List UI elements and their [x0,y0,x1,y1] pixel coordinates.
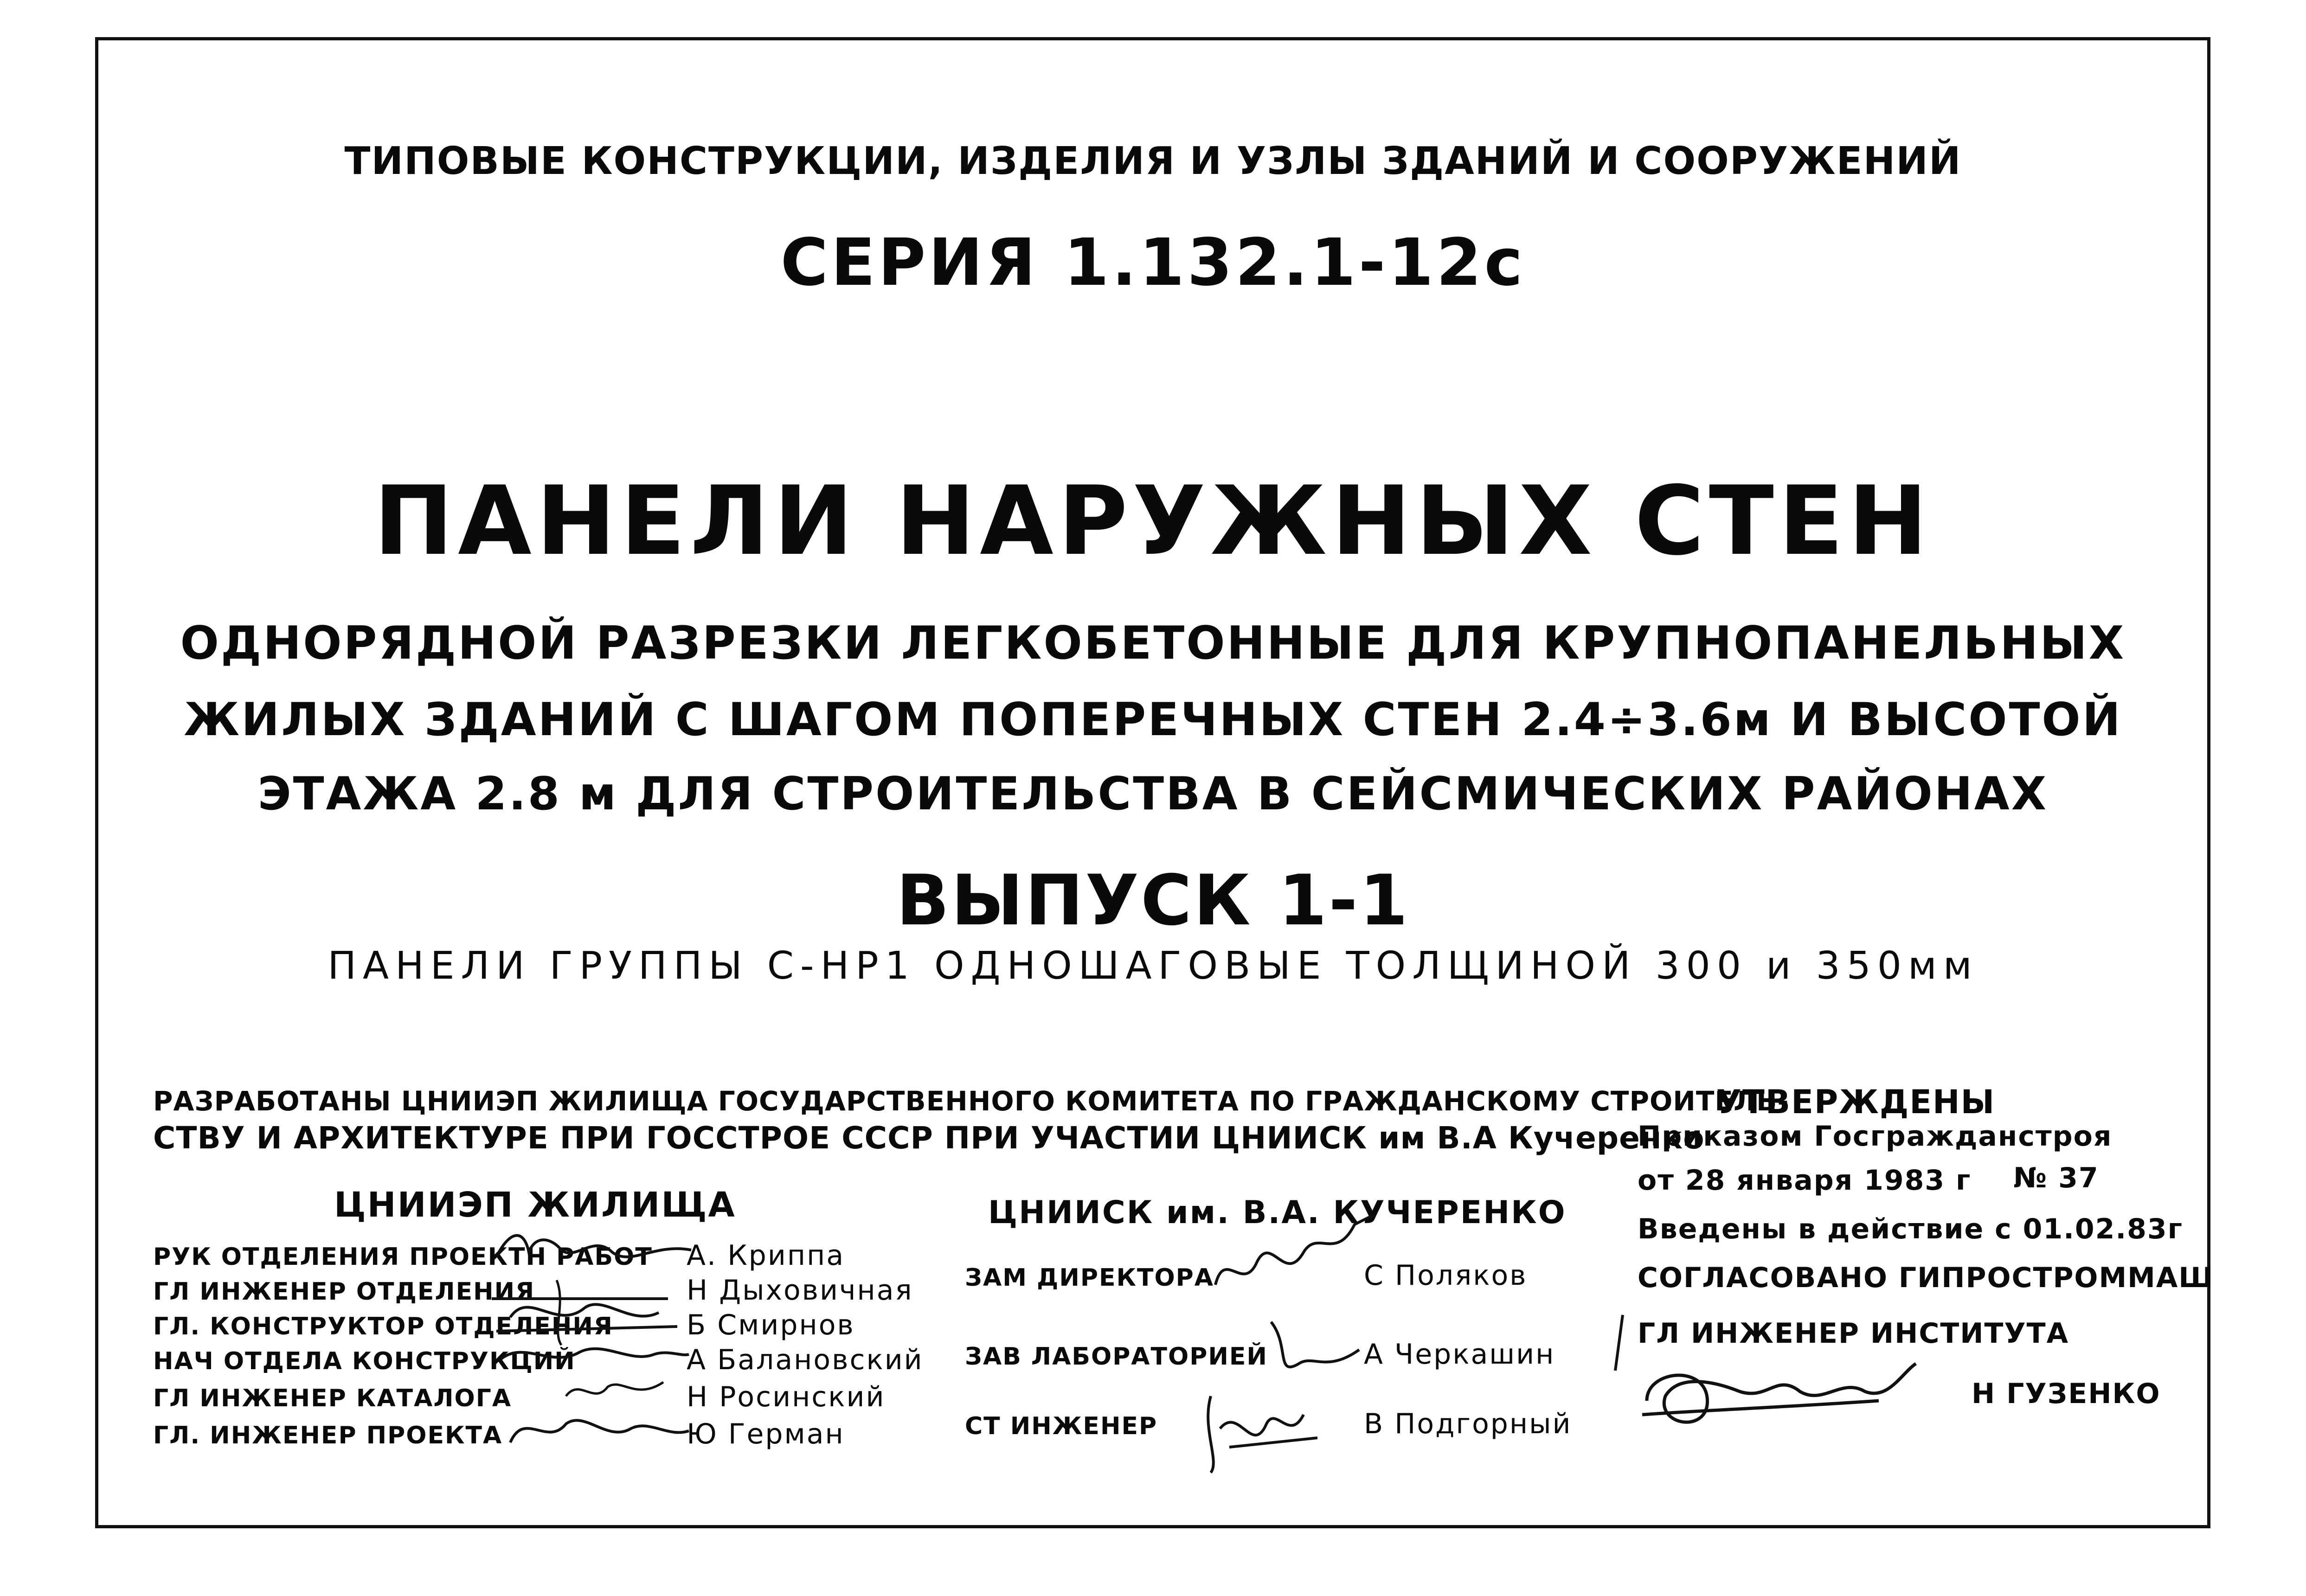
subtitle-line-1: ОДНОРЯДНОЙ РАЗРЕЗКИ ЛЕГКОБЕТОННЫЕ ДЛЯ КРУПНОПАНЕЛЬНЫХ [180,617,2126,670]
org2-person: В Подгорный [1364,1408,1572,1440]
signature-rosinsky [561,1368,668,1410]
signature-cherkashin [1262,1313,1368,1387]
signature-balanovsky [496,1336,691,1373]
approval-title: УТВЕРЖДЕНЫ [1716,1083,1996,1121]
org2-person: А Черкашин [1364,1338,1555,1371]
issue-label: ВЫПУСК 1-1 [896,860,1410,941]
signature-german [506,1405,691,1452]
developer-line-1: РАЗРАБОТАНЫ ЦНИИЭП ЖИЛИЩА ГОСУДАРСТВЕННОГО КОМИТЕТА ПО ГРАЖДАНСКОМУ СТРОИТЕЛЬ- [153,1085,1789,1117]
signature-podgorny [1183,1387,1322,1475]
org1-role: РУК ОТДЕЛЕНИЯ ПРОЕКТН РАБОТ [153,1243,653,1271]
signature-guzenko [1638,1354,1934,1438]
org1-person: А. Криппа [687,1239,845,1272]
subtitle-line-2: ЖИЛЫХ ЗДАНИЙ С ШАГОМ ПОПЕРЕЧНЫХ СТЕН 2.4÷3.6м И ВЫСОТОЙ [184,693,2122,746]
approval-number: № 37 [2013,1162,2099,1194]
org1-person: Н Дыховичная [687,1274,913,1307]
developer-line-2: СТВУ И АРХИТЕКТУРЕ ПРИ ГОССТРОЕ СССР ПРИ УЧАСТИИ ЦНИИСК им В.А Кучеренко [153,1120,1705,1156]
org1-person: Б Смирнов [687,1309,855,1341]
approval-agreed: СОГЛАСОВАНО ГИПРОСТРОММАШ [1638,1262,2214,1294]
series-code: СЕРИЯ 1.132.1-12с [780,225,1526,301]
approval-engineer-name: Н ГУЗЕНКО [1972,1378,2161,1410]
org1-role: НАЧ ОТДЕЛА КОНСТРУКЦИЙ [153,1347,576,1375]
approval-engineer-role: ГЛ ИНЖЕНЕР ИНСТИТУТА [1638,1317,2069,1350]
org2-person: С Поляков [1364,1259,1528,1292]
subtitle-line-3: ЭТАЖА 2.8 м ДЛЯ СТРОИТЕЛЬСТВА В СЕЙСМИЧЕСКИХ РАЙОНАХ [257,768,2049,820]
approval-effective: Введены в действие с 01.02.83г [1638,1213,2184,1245]
approval-date: от 28 января 1983 г [1638,1164,1972,1197]
org2-role: СТ ИНЖЕНЕР [965,1412,1158,1440]
org1-role: ГЛ. ИНЖЕНЕР ПРОЕКТА [153,1422,503,1449]
signature-polyakov [1206,1206,1382,1299]
org2-name: ЦНИИСК им. В.А. КУЧЕРЕНКО [988,1194,1567,1231]
org1-person: А Балановский [687,1344,924,1376]
org1-name: ЦНИИЭП ЖИЛИЩА [334,1185,736,1225]
org1-person: Н Росинский [687,1381,886,1413]
main-title: ПАНЕЛИ НАРУЖНЫХ СТЕН [373,466,1933,577]
org1-person: Ю Герман [687,1418,845,1450]
org2-role: ЗАВ ЛАБОРАТОРИЕЙ [965,1343,1268,1371]
collection-heading: ТИПОВЫЕ КОНСТРУКЦИИ, ИЗДЕЛИЯ И УЗЛЫ ЗДАНИЙ И СООРУЖЕНИЙ [344,139,1962,183]
org1-role: ГЛ. КОНСТРУКТОР ОТДЕЛЕНИЯ [153,1313,613,1340]
issue-description: ПАНЕЛИ ГРУППЫ С-НР1 ОДНОШАГОВЫЕ ТОЛЩИНОЙ 300 и 350мм [328,944,1978,988]
org1-role: ГЛ ИНЖЕНЕР ОТДЕЛЕНИЯ [153,1278,535,1306]
org2-role: ЗАМ ДИРЕКТОРА [965,1264,1214,1292]
approval-order: Приказом Госгражданстроя [1638,1120,2113,1153]
approval-bar [1610,1313,1628,1373]
org1-role: ГЛ ИНЖЕНЕР КАТАЛОГА [153,1384,512,1412]
